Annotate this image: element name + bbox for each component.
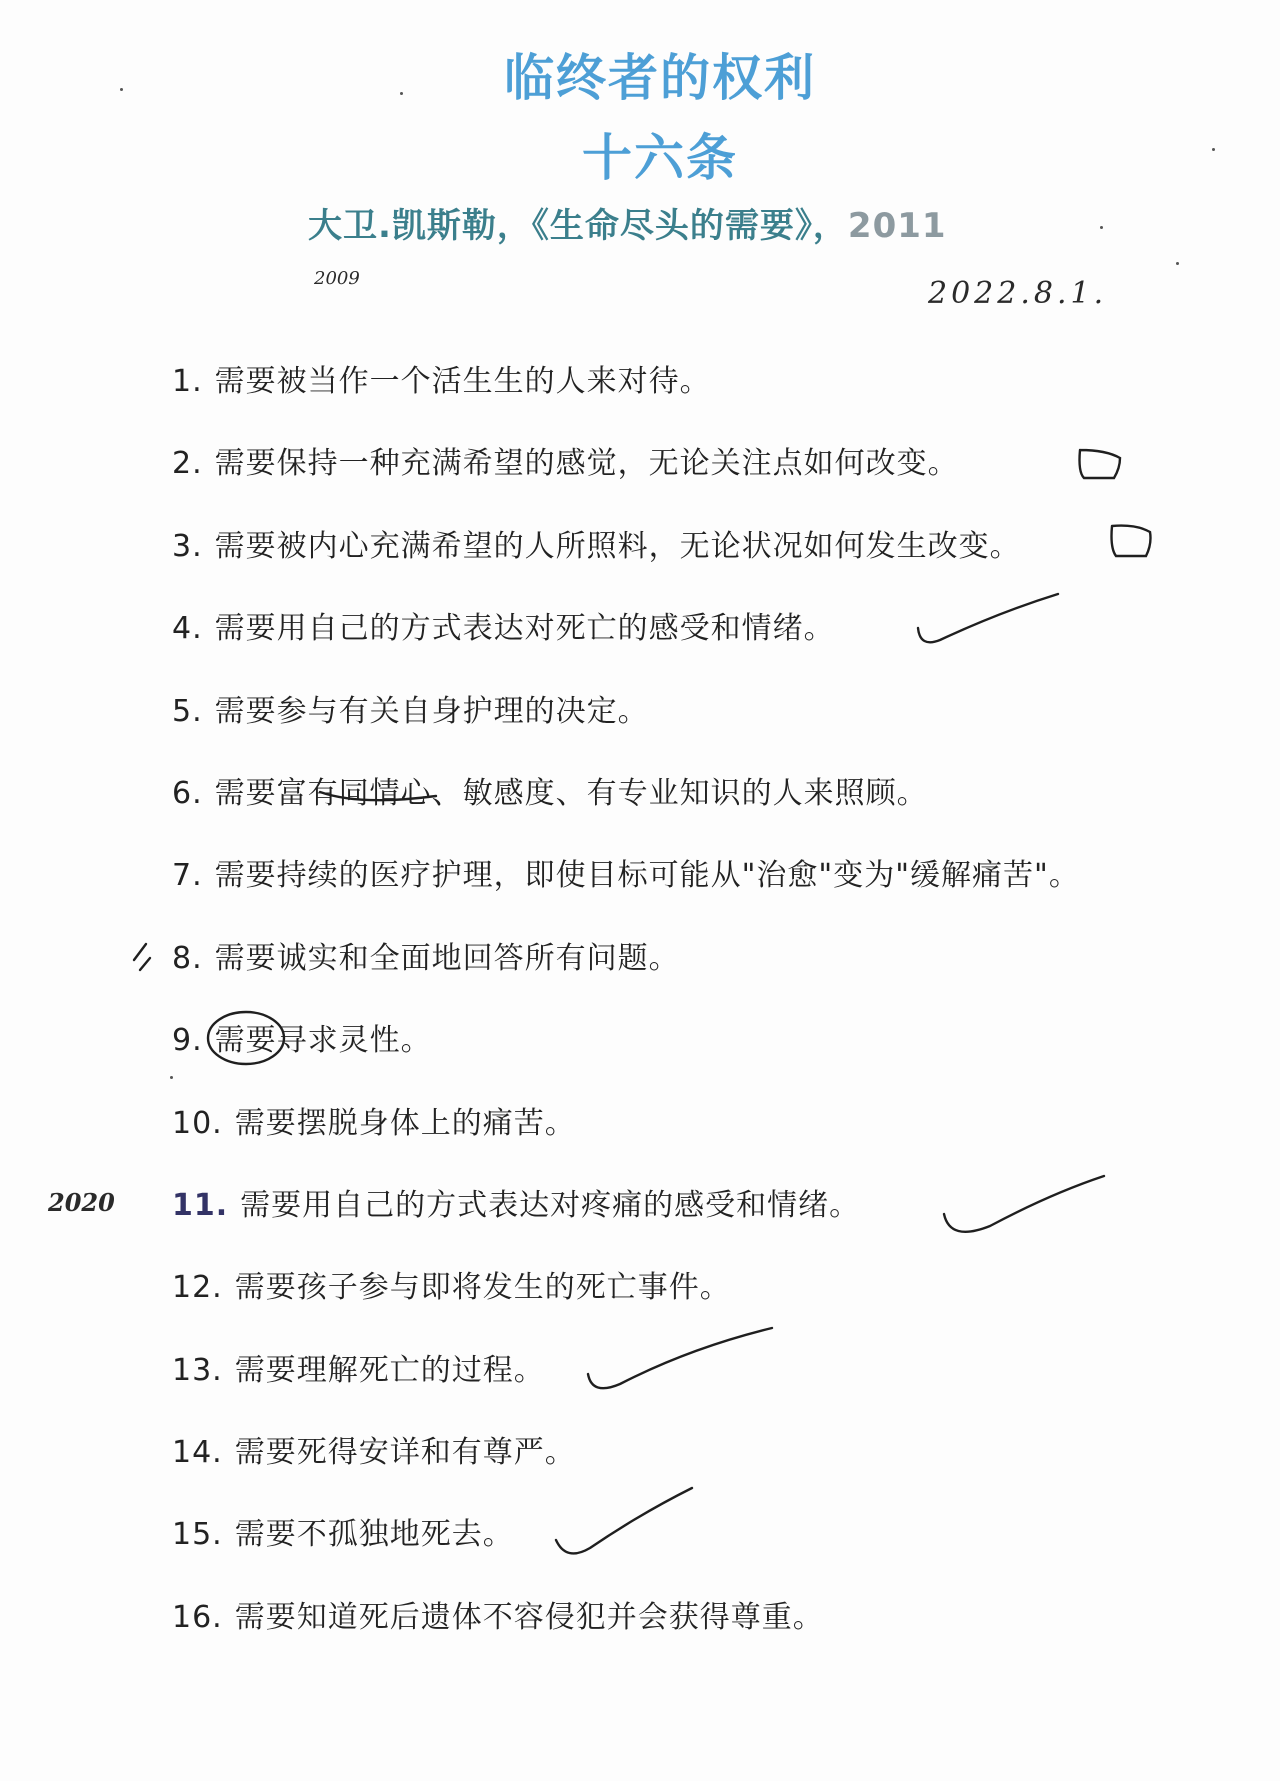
title-line-1: 临终者的权利	[504, 49, 816, 107]
item-number: 5.	[172, 693, 203, 729]
item-text: 需要理解死亡的过程。	[234, 1352, 545, 1388]
handwritten-date: 2022.8.1.	[928, 276, 1108, 311]
handwritten-note-2009: 2009	[314, 268, 360, 289]
list-item	[172, 1429, 1252, 1511]
list-item	[172, 1347, 1252, 1429]
list-item	[172, 935, 1252, 1017]
item-text: 需要持续的医疗护理，即使目标可能从"治愈"变为"缓解痛苦"。	[214, 858, 1080, 894]
subtitle-year: 2011	[847, 206, 947, 246]
list-item	[172, 1264, 1252, 1346]
item-text: 需要孩子参与即将发生的死亡事件。	[234, 1270, 731, 1306]
list-item	[172, 1511, 1252, 1593]
list-item	[172, 1594, 1252, 1676]
rights-list	[172, 358, 1252, 1676]
item-number: 16.	[172, 1599, 223, 1635]
list-item	[172, 852, 1252, 934]
subtitle-text: 大卫.凯斯勒，《生命尽头的需要》，	[308, 206, 848, 246]
list-item	[172, 688, 1252, 770]
item-number: 12.	[172, 1270, 223, 1306]
item-number: 9.	[172, 1023, 203, 1059]
item-number: 13.	[172, 1352, 223, 1388]
item-number: 8.	[172, 940, 203, 976]
item-text: 需要摆脱身体上的痛苦。	[234, 1105, 576, 1141]
item-text: 需要不孤独地死去。	[234, 1517, 514, 1553]
speck	[1176, 262, 1179, 265]
item-text: 需要死得安详和有尊严。	[234, 1435, 576, 1471]
item-text: 需要被当作一个活生生的人来对待。	[214, 364, 711, 399]
item-number: 2.	[172, 446, 203, 482]
item-text: 需要参与有关自身护理的决定。	[214, 693, 649, 729]
item-number: 4.	[172, 611, 203, 647]
handwritten-margin-note: 2020	[48, 1188, 115, 1217]
subtitle	[308, 198, 947, 247]
list-item	[172, 523, 1252, 605]
item-number: 10.	[172, 1105, 223, 1141]
list-item	[172, 770, 1252, 852]
speck	[120, 88, 123, 91]
list-item	[172, 1182, 1252, 1264]
list-item	[172, 1100, 1252, 1182]
item-text: 需要用自己的方式表达对疼痛的感受和情绪。	[240, 1187, 861, 1223]
item-number: 14.	[172, 1435, 223, 1471]
item-text: 需要被内心充满希望的人所照料，无论状况如何发生改变。	[214, 528, 1021, 564]
item-number: 7.	[172, 858, 203, 894]
list-item	[172, 440, 1252, 522]
item-number: 15.	[172, 1517, 223, 1553]
item-text: 需要富有同情心、敏感度、有专业知识的人来照顾。	[214, 775, 928, 811]
item-number: 11.	[172, 1187, 229, 1223]
item-text: 需要知道死后遗体不容侵犯并会获得尊重。	[234, 1599, 824, 1635]
item-text: 需要诚实和全面地回答所有问题。	[214, 940, 680, 976]
speck	[400, 92, 403, 95]
item-number: 6.	[172, 775, 203, 811]
tick-mark-item-8	[134, 944, 150, 970]
list-item	[172, 358, 1252, 440]
item-text: 需要用自己的方式表达对死亡的感受和情绪。	[214, 611, 835, 647]
item-number: 3.	[172, 528, 203, 564]
item-number: 1.	[172, 364, 203, 399]
item-text: 需要保持一种充满希望的感觉，无论关注点如何改变。	[214, 446, 959, 482]
list-item	[172, 605, 1252, 687]
speck	[1212, 148, 1215, 151]
speck	[170, 1076, 173, 1079]
speck	[1100, 226, 1103, 229]
item-text: 需要寻求灵性。	[214, 1023, 432, 1059]
list-item	[172, 1017, 1252, 1099]
title-line-2: 十六条	[582, 129, 738, 187]
